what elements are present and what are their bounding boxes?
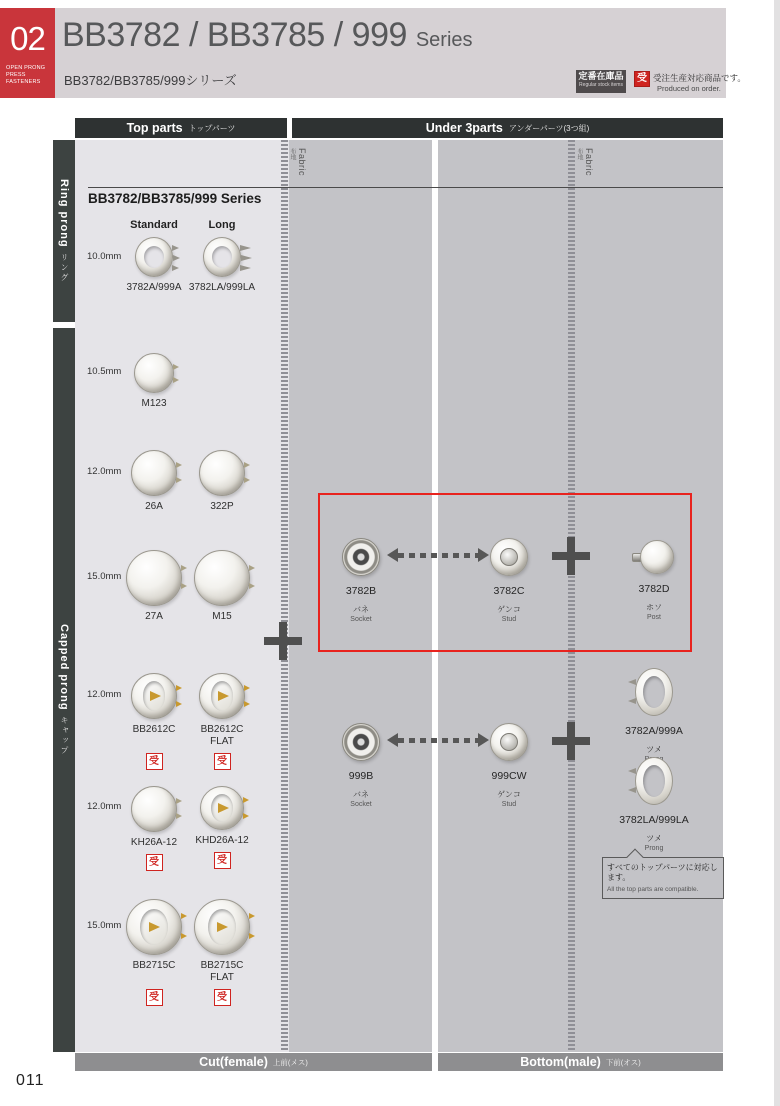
order-badge: 受	[214, 989, 231, 1006]
order-note-en: Produced on order.	[657, 84, 721, 93]
size-label: 15.0mm	[87, 571, 122, 582]
part-KHD26A-12: KHD26A-12 受	[184, 786, 260, 869]
page-title: BB3782 / BB3785 / 999 Series	[62, 16, 473, 54]
page-subtitle: BB3782/BB3785/999シリーズ	[64, 73, 237, 88]
cap-button-graphic	[131, 450, 177, 496]
cap-button-graphic	[194, 550, 250, 606]
part-26A: 26A	[116, 450, 192, 513]
prong-graphic	[635, 757, 673, 805]
order-badge: 受	[146, 854, 163, 871]
footer-cut-female: Cut(female) 上前(メス)	[75, 1053, 432, 1071]
column-header-top-parts: Top parts トップパーツ	[75, 118, 287, 138]
part-M15: M15	[184, 550, 260, 623]
cap-button-graphic	[126, 550, 182, 606]
under-part-3782C: 3782C ゲンコ Stud	[463, 538, 555, 623]
regular-stock-badge: 定番在庫品 Regular stock items	[576, 70, 626, 93]
column-header-under-3parts: Under 3parts アンダーパーツ(3つ組)	[292, 118, 723, 138]
chapter-number: 02	[10, 20, 45, 57]
socket-graphic	[342, 723, 380, 761]
footer-bottom-male: Bottom(male) 下前(オス)	[438, 1053, 723, 1071]
fabric-line-2	[568, 140, 575, 1052]
under-part-999CW: 999CW ゲンコ Stud	[463, 723, 555, 808]
order-note-jp: 受注生産対応商品です。	[653, 73, 746, 83]
capped-prong-graphic	[199, 673, 245, 719]
part-BB2715C-FLAT: BB2715C FLAT 受	[184, 899, 260, 1006]
order-badge: 受	[146, 753, 163, 770]
under-part-3782D: 3782D ホソ Post	[608, 538, 700, 621]
part-322P: 322P	[184, 450, 260, 513]
cap-button-graphic	[199, 450, 245, 496]
under-part-3782LA-999LA-prong: 3782LA/999LA ツメ Prong	[608, 757, 700, 852]
capped-prong-graphic	[131, 673, 177, 719]
col-label-long: Long	[208, 219, 236, 231]
side-label-ring-prong: Ring prongリング	[53, 140, 75, 322]
size-label: 10.0mm	[87, 251, 122, 262]
part-BB2612C-FLAT: BB2612C FLAT 受	[184, 673, 260, 770]
order-badge: 受	[214, 852, 231, 869]
series-rule	[88, 187, 723, 188]
chapter-subtitle: OPEN PRONG PRESS FASTENERS	[6, 65, 46, 85]
prong-graphic	[635, 668, 673, 716]
post-graphic	[632, 538, 676, 574]
size-label: 12.0mm	[87, 801, 122, 812]
size-label: 12.0mm	[87, 689, 122, 700]
order-mark-icon: 受	[634, 71, 650, 87]
size-label: 15.0mm	[87, 920, 122, 931]
capped-prong-graphic	[200, 786, 244, 830]
side-label-capped-prong: Capped prongキャップ	[53, 328, 75, 1052]
col-label-standard: Standard	[130, 219, 178, 231]
size-label: 10.5mm	[87, 366, 122, 377]
cap-button-graphic	[131, 786, 177, 832]
size-label: 12.0mm	[87, 466, 122, 477]
under-part-999B: 999B バネ Socket	[315, 723, 407, 808]
series-heading: BB3782/BB3785/999 Series	[88, 191, 262, 206]
cap-button-graphic	[134, 353, 174, 393]
stud-graphic	[490, 723, 528, 761]
order-badge: 受	[146, 989, 163, 1006]
under-part-3782B: 3782B バネ Socket	[315, 538, 407, 623]
ring-prong-graphic	[135, 237, 173, 277]
page-number: 011	[16, 1072, 45, 1089]
part-3782LA-999LA: 3782LA/999LA	[184, 237, 260, 294]
part-BB2612C: BB2612C 受	[116, 673, 192, 770]
part-27A: 27A	[116, 550, 192, 623]
fabric-label-1: Fabric 布地	[289, 148, 307, 177]
compatibility-note: すべてのトップパーツに対応します。 All the top parts are compatible.	[602, 857, 724, 899]
under-part-3782A-999A-prong: 3782A/999A ツメ	[608, 668, 700, 763]
socket-graphic	[342, 538, 380, 576]
capped-prong-graphic	[194, 899, 250, 955]
stud-graphic	[490, 538, 528, 576]
page-title-suffix: Series	[415, 29, 473, 51]
fabric-label-2: Fabric 布地	[576, 148, 594, 177]
chapter-tab	[0, 8, 55, 98]
fabric-line-1	[281, 140, 288, 1052]
part-M123: M123	[116, 353, 192, 410]
part-3782A-999A: 3782A/999A	[116, 237, 192, 294]
capped-prong-graphic	[126, 899, 182, 955]
part-KH26A-12: KH26A-12 受	[116, 786, 192, 871]
plus-sign-row1	[552, 537, 590, 575]
part-BB2715C: BB2715C 受	[116, 899, 192, 1006]
page-edge-strip	[774, 0, 780, 1106]
order-badge: 受	[214, 753, 231, 770]
plus-sign-top-under	[264, 622, 302, 660]
ring-prong-long-graphic	[203, 237, 241, 277]
plus-sign-row2	[552, 722, 590, 760]
